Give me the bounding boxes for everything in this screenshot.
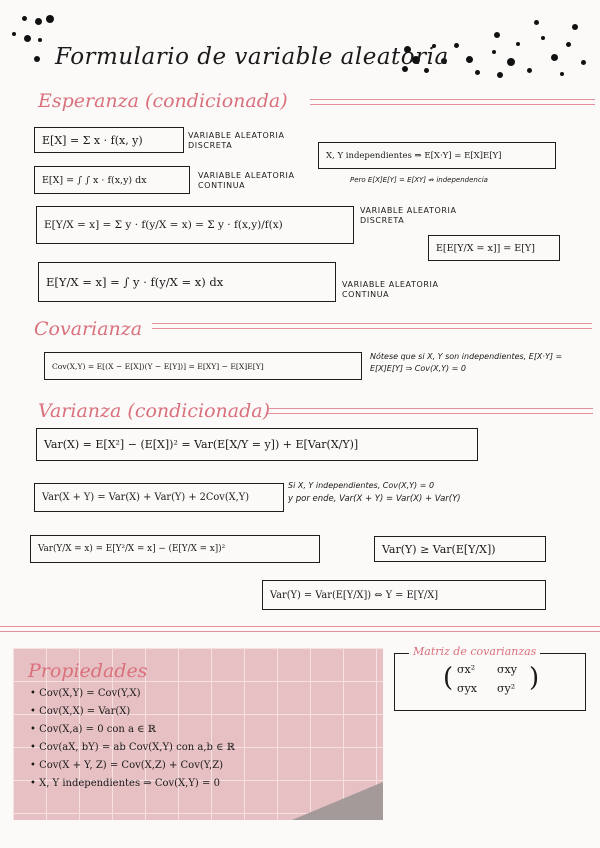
variance-sum-note-1: Si X, Y independientes, Cov(X,Y) = 0 bbox=[288, 481, 435, 490]
note-continuous: VARIABLE ALEATORIA CONTINUA bbox=[198, 171, 295, 190]
section-covarianza-heading: Covarianza bbox=[34, 318, 143, 340]
formula-variance: Var(X) = E[X²] − (E[X])² = Var(E[X/Y = y]) + E[Var(X/Y)] bbox=[36, 428, 478, 461]
formula-independence: X, Y independientes ⇒ E[X·Y] = E[X]E[Y] bbox=[318, 142, 556, 169]
variance-sum-note-2: y por ende, Var(X + Y) = Var(X) + Var(Y) bbox=[288, 494, 461, 504]
property-item: • Cov(X + Y, Z) = Cov(X,Z) + Cov(Y,Z) bbox=[30, 760, 224, 771]
formula-expectation-discrete: E[X] = Σ x · f(x, y) bbox=[34, 127, 184, 153]
matrix-r2c2: σy² bbox=[497, 682, 516, 695]
page-title: Formulario de variable aleatoria bbox=[55, 44, 449, 70]
property-item: • X, Y independientes ⇒ Cov(X,Y) = 0 bbox=[30, 778, 220, 789]
independence-note: Pero E[X]E[Y] = E[XY] ⇏ independencia bbox=[350, 176, 488, 184]
section-propiedades-heading: Propiedades bbox=[28, 660, 148, 682]
matrix-heading: Matriz de covarianzas bbox=[409, 645, 540, 658]
paper-corner-fold bbox=[292, 782, 383, 820]
formula-conditional-expectation-continuous: E[Y/X = x] = ∫ y · f(y/X = x) dx bbox=[38, 262, 336, 302]
formula-conditional-expectation-discrete: E[Y/X = x] = Σ y · f(y/X = x) = Σ y · f(x,y)/f(x) bbox=[36, 206, 354, 244]
formula-covariance: Cov(X,Y) = E[(X − E[X])(Y − E[Y])] = E[XY] − E[X]E[Y] bbox=[44, 352, 362, 380]
formula-expectation-continuous: E[X] = ∫ ∫ x · f(x,y) dx bbox=[34, 166, 190, 194]
formula-variance-sum: Var(X + Y) = Var(X) + Var(Y) + 2Cov(X,Y) bbox=[34, 483, 284, 512]
note-discrete: VARIABLE ALEATORIA DISCRETA bbox=[188, 131, 285, 150]
property-item: • Cov(X,Y) = Cov(Y,X) bbox=[30, 688, 141, 699]
property-item: • Cov(aX, bY) = ab Cov(X,Y) con a,b ∈ ℝ bbox=[30, 742, 235, 753]
matrix-box bbox=[394, 653, 586, 711]
matrix-r2c1: σyx bbox=[457, 682, 477, 695]
section-varianza-heading: Varianza (condicionada) bbox=[38, 400, 270, 422]
formula-variance-inequality: Var(Y) ≥ Var(E[Y/X]) bbox=[374, 536, 546, 562]
matrix-left-bracket: ( bbox=[443, 663, 454, 693]
covariance-note: Nótese que si X, Y son independientes, E[X·Y] = E[X]E[Y] ⇒ Cov(X,Y) = 0 bbox=[370, 352, 563, 373]
formula-conditional-variance: Var(Y/X = x) = E[Y²/X = x] − (E[Y/X = x])² bbox=[30, 535, 320, 563]
note-continuous-2: VARIABLE ALEATORIA CONTINUA bbox=[342, 280, 439, 299]
note-discrete-2: VARIABLE ALEATORIA DISCRETA bbox=[360, 206, 457, 225]
formula-variance-equality: Var(Y) = Var(E[Y/X]) ⇔ Y = E[Y/X] bbox=[262, 580, 546, 610]
formula-iterated-expectation: E[E[Y/X = x]] = E[Y] bbox=[428, 235, 560, 261]
property-item: • Cov(X,X) = Var(X) bbox=[30, 706, 131, 717]
matrix-right-bracket: ) bbox=[529, 663, 540, 693]
property-item: • Cov(X,a) = 0 con a ∈ ℝ bbox=[30, 724, 157, 735]
matrix-r1c1: σx² bbox=[457, 663, 476, 676]
matrix-r1c2: σxy bbox=[497, 663, 517, 676]
section-esperanza-heading: Esperanza (condicionada) bbox=[38, 90, 288, 112]
